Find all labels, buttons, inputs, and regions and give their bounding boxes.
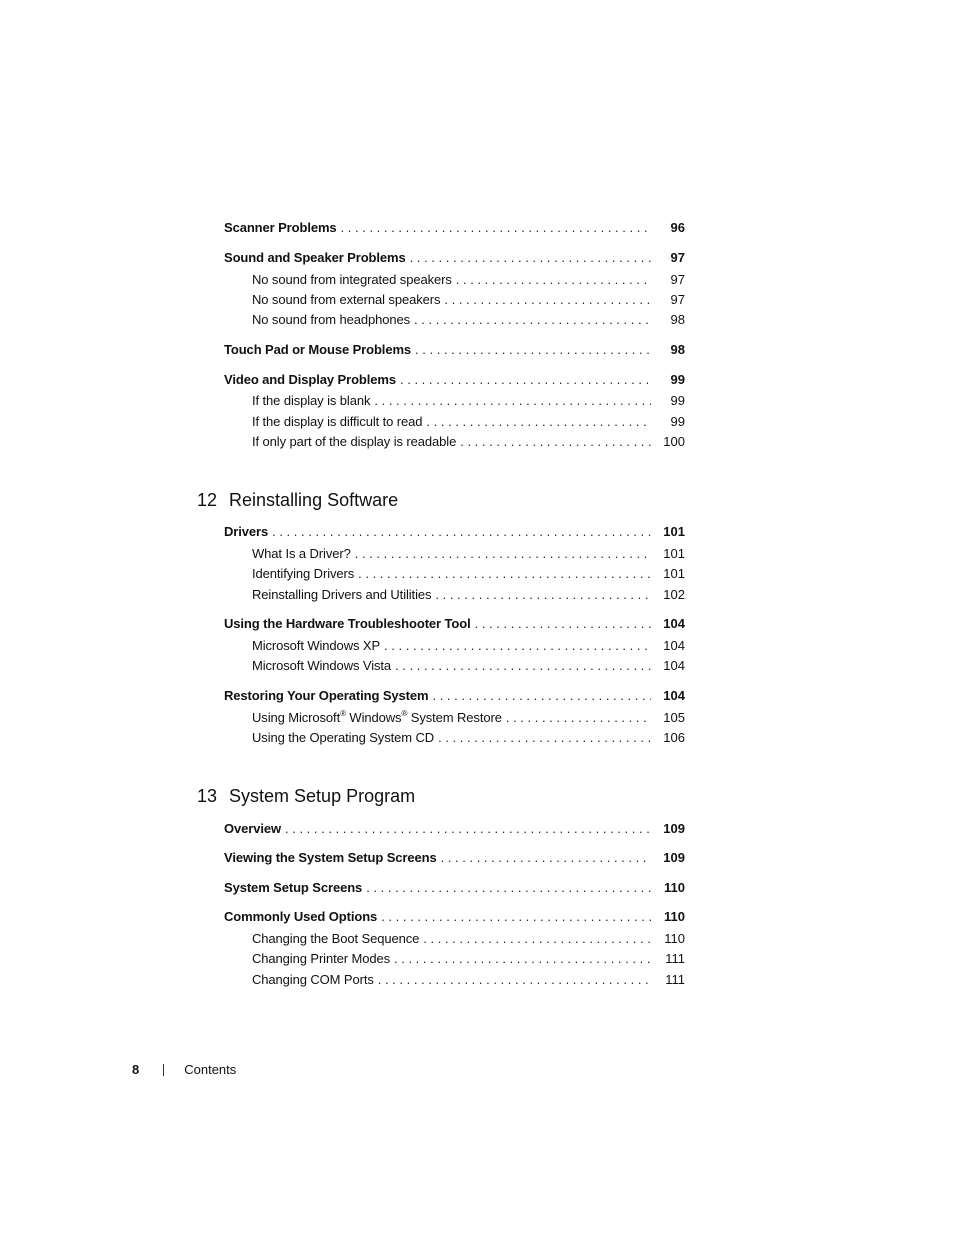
dot-leader bbox=[415, 341, 651, 359]
toc-page-number: 110 bbox=[664, 931, 685, 946]
toc-entry-label: Commonly Used Options bbox=[224, 909, 378, 924]
chapter-heading-12[interactable] bbox=[197, 488, 398, 512]
toc-page-number: 97 bbox=[670, 292, 685, 307]
dot-leader bbox=[426, 413, 651, 431]
toc-subentry-os-cd[interactable] bbox=[252, 729, 685, 747]
toc-page-number: 104 bbox=[663, 616, 685, 631]
dot-leader bbox=[438, 729, 651, 747]
toc-subentry-windows-xp[interactable] bbox=[252, 637, 685, 655]
dot-leader bbox=[435, 586, 651, 604]
dot-leader bbox=[394, 950, 651, 968]
footer-divider bbox=[163, 1064, 164, 1076]
toc-subentry-boot-sequence[interactable] bbox=[252, 930, 685, 948]
dot-leader bbox=[456, 271, 651, 289]
toc-entry-label: Restoring Your Operating System bbox=[224, 688, 429, 703]
toc-entry-label: Changing the Boot Sequence bbox=[252, 931, 420, 946]
toc-entry-label: Changing Printer Modes bbox=[252, 951, 390, 966]
toc-subentry-reinstalling-drivers[interactable] bbox=[252, 586, 685, 604]
toc-page-number: 106 bbox=[663, 730, 685, 745]
toc-page-number: 101 bbox=[663, 566, 685, 581]
toc-entry-label: Overview bbox=[224, 821, 282, 836]
toc-entry-label: Viewing the System Setup Screens bbox=[224, 850, 437, 865]
page-footer bbox=[132, 1061, 236, 1079]
toc-subentry-headphones[interactable] bbox=[252, 311, 685, 329]
toc-subentry-identifying-drivers[interactable] bbox=[252, 565, 685, 583]
dot-leader bbox=[460, 433, 651, 451]
toc-entry-system-setup-screens[interactable] bbox=[224, 879, 685, 897]
dot-leader bbox=[272, 523, 651, 541]
dot-leader bbox=[414, 311, 651, 329]
toc-page-number: 99 bbox=[670, 393, 685, 408]
toc-page-number: 104 bbox=[663, 638, 685, 653]
dot-leader bbox=[378, 971, 651, 989]
toc-entry-hardware-troubleshooter[interactable] bbox=[224, 615, 685, 633]
dot-leader bbox=[506, 709, 651, 727]
toc-entry-commonly-used-options[interactable] bbox=[224, 908, 685, 926]
toc-page-number: 99 bbox=[670, 372, 685, 387]
toc-subentry-windows-vista[interactable] bbox=[252, 657, 685, 675]
toc-page-number: 104 bbox=[663, 658, 685, 673]
toc-entry-video-display[interactable] bbox=[224, 371, 685, 389]
dot-leader bbox=[441, 849, 651, 867]
toc-page-number: 104 bbox=[663, 688, 685, 703]
footer-section-title: Contents bbox=[184, 1062, 237, 1077]
toc-page-number: 96 bbox=[670, 220, 685, 235]
toc-entry-label: No sound from external speakers bbox=[252, 292, 441, 307]
dot-leader bbox=[475, 615, 651, 633]
dot-leader bbox=[395, 657, 651, 675]
toc-entry-overview[interactable] bbox=[224, 820, 685, 838]
toc-entry-label: Drivers bbox=[224, 524, 269, 539]
toc-entry-label: Using Microsoft® Windows® System Restore bbox=[252, 708, 502, 725]
dot-leader bbox=[341, 219, 651, 237]
toc-subentry-printer-modes[interactable] bbox=[252, 950, 685, 968]
toc-entry-drivers[interactable] bbox=[224, 523, 685, 541]
toc-page-number: 99 bbox=[670, 414, 685, 429]
toc-subentry-external-speakers[interactable] bbox=[252, 291, 685, 309]
toc-subentry-system-restore[interactable] bbox=[252, 709, 685, 727]
dot-leader bbox=[423, 930, 651, 948]
toc-page-number: 97 bbox=[670, 250, 685, 265]
toc-entry-touch-pad-mouse[interactable] bbox=[224, 341, 685, 359]
toc-page-number: 110 bbox=[664, 880, 685, 895]
toc-subentry-com-ports[interactable] bbox=[252, 971, 685, 989]
toc-page-number: 105 bbox=[663, 710, 685, 725]
dot-leader bbox=[358, 565, 651, 583]
toc-page-number: 109 bbox=[663, 821, 685, 836]
dot-leader bbox=[410, 249, 651, 267]
toc-subentry-integrated-speakers[interactable] bbox=[252, 271, 685, 289]
toc-page-number: 109 bbox=[663, 850, 685, 865]
dot-leader bbox=[444, 291, 651, 309]
chapter-title: Reinstalling Software bbox=[229, 490, 399, 510]
dot-leader bbox=[374, 392, 651, 410]
toc-entry-restoring-os[interactable] bbox=[224, 687, 685, 705]
toc-subentry-what-is-driver[interactable] bbox=[252, 545, 685, 563]
dot-leader bbox=[384, 637, 651, 655]
toc-page-number: 100 bbox=[663, 434, 685, 449]
toc-entry-label: Reinstalling Drivers and Utilities bbox=[252, 587, 432, 602]
toc-entry-label: Scanner Problems bbox=[224, 220, 337, 235]
toc-entry-label: What Is a Driver? bbox=[252, 546, 351, 561]
chapter-number: 12 bbox=[197, 490, 218, 510]
toc-entry-label: Using the Hardware Troubleshooter Tool bbox=[224, 616, 471, 631]
toc-page-number: 102 bbox=[663, 587, 685, 602]
chapter-title: System Setup Program bbox=[229, 786, 416, 806]
toc-entry-label: If the display is blank bbox=[252, 393, 371, 408]
toc-entry-label: No sound from headphones bbox=[252, 312, 411, 327]
toc-entry-label: If only part of the display is readable bbox=[252, 434, 457, 449]
dot-leader bbox=[381, 908, 651, 926]
toc-entry-sound-speaker-problems[interactable] bbox=[224, 249, 685, 267]
toc-entry-label: Microsoft Windows XP bbox=[252, 638, 381, 653]
toc-subentry-display-difficult[interactable] bbox=[252, 413, 685, 431]
toc-entry-label: Touch Pad or Mouse Problems bbox=[224, 342, 412, 357]
toc-page-number: 110 bbox=[664, 909, 685, 924]
dot-leader bbox=[400, 371, 651, 389]
toc-entry-label: Microsoft Windows Vista bbox=[252, 658, 392, 673]
dot-leader bbox=[285, 820, 651, 838]
dot-leader bbox=[366, 879, 651, 897]
chapter-heading-13[interactable] bbox=[197, 784, 415, 808]
footer-page-number: 8 bbox=[132, 1062, 140, 1077]
toc-entry-scanner-problems[interactable] bbox=[224, 219, 685, 237]
toc-page-number: 98 bbox=[670, 312, 685, 327]
toc-entry-label: Identifying Drivers bbox=[252, 566, 355, 581]
toc-entry-label: Using the Operating System CD bbox=[252, 730, 435, 745]
toc-page-number: 111 bbox=[665, 972, 685, 987]
toc-page-number: 101 bbox=[663, 546, 685, 561]
toc-page-number: 111 bbox=[665, 951, 685, 966]
toc-subentry-display-blank[interactable] bbox=[252, 392, 685, 410]
chapter-number: 13 bbox=[197, 786, 218, 806]
toc-entry-viewing-setup-screens[interactable] bbox=[224, 849, 685, 867]
toc-entry-label: Changing COM Ports bbox=[252, 972, 374, 987]
toc-page-number: 98 bbox=[670, 342, 685, 357]
toc-entry-label: Video and Display Problems bbox=[224, 372, 396, 387]
dot-leader bbox=[355, 545, 651, 563]
toc-entry-label: No sound from integrated speakers bbox=[252, 272, 452, 287]
toc-entry-label: If the display is difficult to read bbox=[252, 414, 423, 429]
toc-page-number: 97 bbox=[670, 272, 685, 287]
toc-subentry-display-partial[interactable] bbox=[252, 433, 685, 451]
toc-entry-label: System Setup Screens bbox=[224, 880, 363, 895]
dot-leader bbox=[432, 687, 651, 705]
toc-page-number: 101 bbox=[663, 524, 685, 539]
toc-entry-label: Sound and Speaker Problems bbox=[224, 250, 406, 265]
